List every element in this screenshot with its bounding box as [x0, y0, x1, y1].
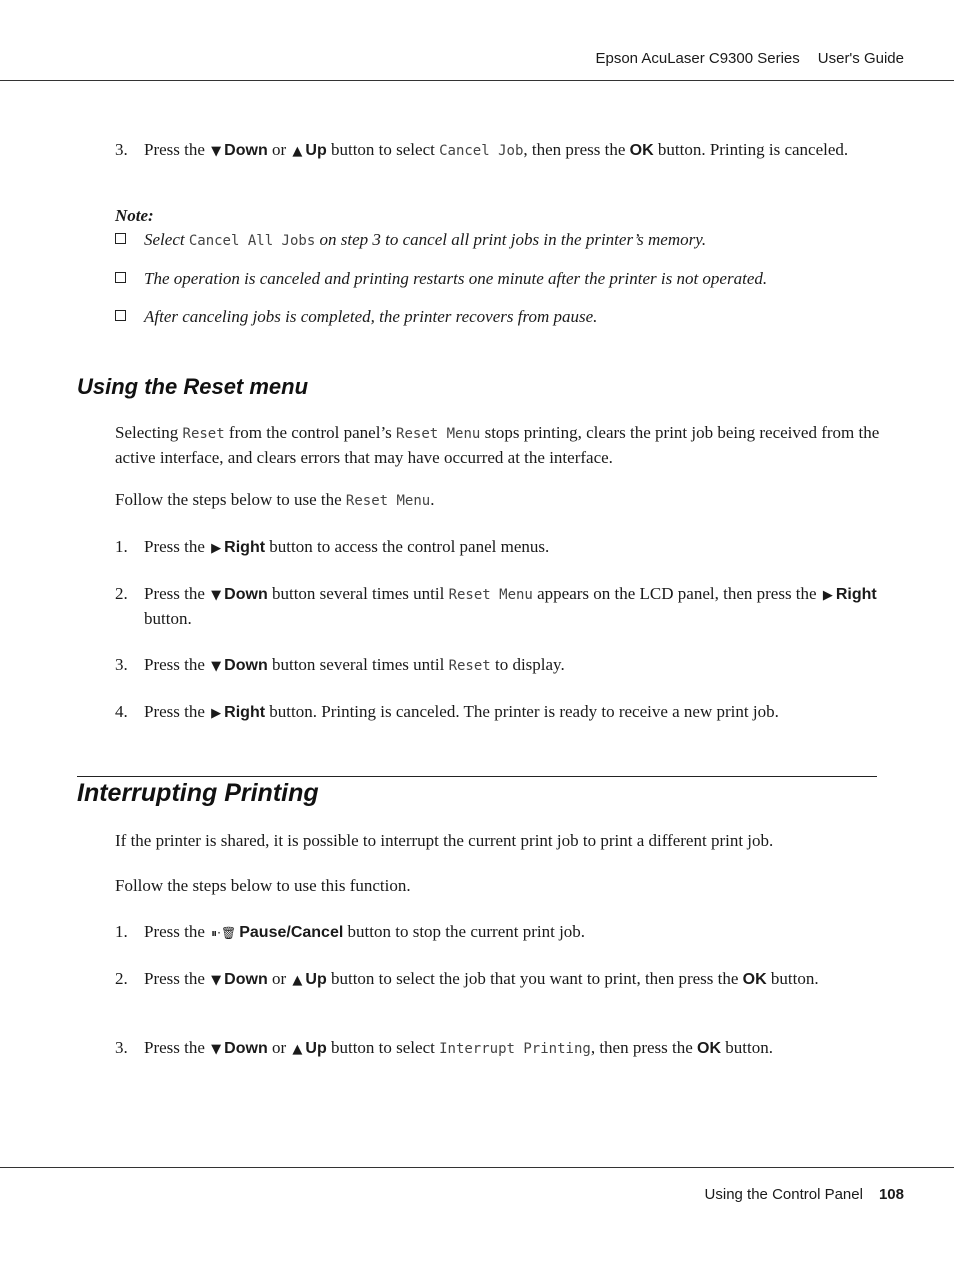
header-divider [0, 80, 954, 81]
interrupt-intro-paragraph: If the printer is shared, it is possible to interrupt the current print job to print a different print job. [115, 831, 774, 850]
reset-step-3 [115, 653, 880, 678]
step-text: Press the [144, 969, 205, 988]
step-number: 3. [115, 1038, 128, 1057]
reset-follow-paragraph [115, 488, 880, 513]
step-number: 1. [115, 537, 128, 556]
note-text: Select [144, 230, 185, 249]
paragraph-text: Follow the steps below to use the [115, 490, 342, 509]
footer-section-title: Using the Control Panel [704, 1186, 863, 1203]
reset-step-1 [115, 535, 880, 560]
section-heading-reset-menu: Using the Reset menu [77, 374, 309, 399]
down-button-label: Down [224, 586, 268, 603]
reset-step-4 [115, 700, 880, 725]
lcd-item-cancel-job: Cancel Job [439, 143, 524, 159]
step-text: button. [725, 1038, 773, 1057]
interrupt-step-2 [115, 967, 880, 992]
paragraph-text: stops printing, clears the print job being received from the active interface, and clears errors that may have occurred at the interface. [115, 423, 880, 467]
page-number: 108 [878, 1186, 904, 1203]
step-text: , then press the [523, 140, 626, 159]
up-button-label: Up [305, 1040, 327, 1057]
step-text: Press the [144, 702, 205, 721]
down-button-label: Down [224, 971, 268, 988]
down-button-label: Down [224, 1040, 268, 1057]
cancel-job-step [115, 138, 880, 163]
step-number: 2. [115, 584, 128, 603]
reset-step-2 [115, 582, 880, 630]
triangle-up-icon: ▲ [292, 1042, 303, 1057]
paragraph-text: . [430, 490, 435, 509]
note-title: Note: [115, 206, 154, 225]
step-text: , then press the [590, 1038, 693, 1057]
note-item [115, 305, 880, 328]
ok-button-label: OK [742, 971, 767, 988]
step-text: Press the [144, 140, 205, 159]
ok-button-label: OK [629, 142, 654, 159]
paragraph-text: from the control panel’s [228, 423, 392, 442]
step-text: button to access the control panel menus. [269, 537, 550, 556]
step-text: Press the [144, 655, 205, 674]
right-button-label: Right [224, 539, 266, 556]
guide-title: User's Guide [817, 50, 904, 67]
checkbox-bullet-icon [115, 272, 126, 283]
step-text: button to select [330, 140, 435, 159]
step-text: or [271, 969, 287, 988]
interrupt-follow-paragraph: Follow the steps below to use this function. [115, 876, 411, 895]
step-number: 3. [115, 140, 128, 159]
step-text: Press the [144, 584, 205, 603]
paragraph-text: Selecting [115, 423, 179, 442]
triangle-down-icon: ▼ [211, 1042, 222, 1057]
product-name: Epson AcuLaser C9300 Series [595, 50, 800, 67]
footer-divider [0, 1167, 954, 1168]
step-text: button several times until [271, 655, 445, 674]
pause-cancel-button-label: Pause/Cancel [239, 924, 344, 941]
note-text: on step 3 to cancel all print jobs in the printer’s memory. [319, 230, 707, 249]
triangle-right-icon: ▶ [211, 541, 222, 556]
step-text: Press the [144, 922, 205, 941]
running-footer [705, 1186, 904, 1203]
step-text: Press the [144, 537, 205, 556]
interrupt-step-1 [115, 920, 880, 945]
section-heading-interrupting-printing: Interrupting Printing [77, 779, 319, 807]
step-text: button. Printing is canceled. The printer is ready to receive a new print job. [269, 702, 779, 721]
triangle-down-icon: ▼ [211, 144, 222, 159]
step-text: to display. [494, 655, 565, 674]
note-text: The operation is canceled and printing restarts one minute after the printer is not operated. [144, 269, 768, 288]
right-button-label: Right [224, 704, 266, 721]
lcd-item-interrupt-printing: Interrupt Printing [439, 1041, 591, 1057]
step-text: button. [144, 609, 192, 628]
lcd-item-reset-menu: Reset Menu [345, 493, 431, 509]
step-text: button to stop the current print job. [347, 922, 586, 941]
ok-button-label: OK [697, 1040, 722, 1057]
triangle-up-icon: ▲ [292, 144, 303, 159]
step-text: button. [770, 969, 819, 988]
step-text: Press the [144, 1038, 205, 1057]
step-number: 4. [115, 702, 128, 721]
triangle-right-icon: ▶ [822, 588, 833, 603]
down-button-label: Down [224, 657, 268, 674]
checkbox-bullet-icon [115, 310, 126, 321]
right-button-label: Right [835, 586, 877, 603]
lcd-item-reset-menu: Reset Menu [396, 426, 481, 442]
interrupt-step-3 [115, 1036, 880, 1061]
triangle-down-icon: ▼ [211, 588, 222, 603]
step-text: button several times until [271, 584, 445, 603]
triangle-down-icon: ▼ [211, 973, 222, 988]
step-text: button to select the job that you want to print, then press the [330, 969, 739, 988]
lcd-item-reset: Reset [448, 658, 491, 674]
step-text: button. Printing is canceled. [657, 140, 849, 159]
step-number: 1. [115, 922, 128, 941]
lcd-item-cancel-all-jobs: Cancel All Jobs [188, 233, 316, 249]
step-text: appears on the LCD panel, then press the [537, 584, 817, 603]
triangle-down-icon: ▼ [211, 659, 222, 674]
note-item [115, 267, 880, 290]
down-button-label: Down [224, 142, 268, 159]
note-text: After canceling jobs is completed, the printer recovers from pause. [144, 307, 598, 326]
lcd-item-reset-menu: Reset Menu [448, 587, 533, 603]
up-button-label: Up [305, 142, 327, 159]
note-item [115, 228, 880, 253]
checkbox-bullet-icon [115, 233, 126, 244]
step-number: 2. [115, 969, 128, 988]
step-text: or [271, 1038, 287, 1057]
lcd-item-reset: Reset [182, 426, 225, 442]
running-header [595, 50, 904, 67]
step-text: or [271, 140, 287, 159]
pause-cancel-icon: ⏸·🗑 [211, 926, 237, 940]
triangle-right-icon: ▶ [211, 706, 222, 721]
triangle-up-icon: ▲ [292, 973, 303, 988]
up-button-label: Up [305, 971, 327, 988]
step-number: 3. [115, 655, 128, 674]
section-divider [77, 776, 877, 777]
reset-intro-paragraph [115, 421, 880, 469]
step-text: button to select [330, 1038, 435, 1057]
